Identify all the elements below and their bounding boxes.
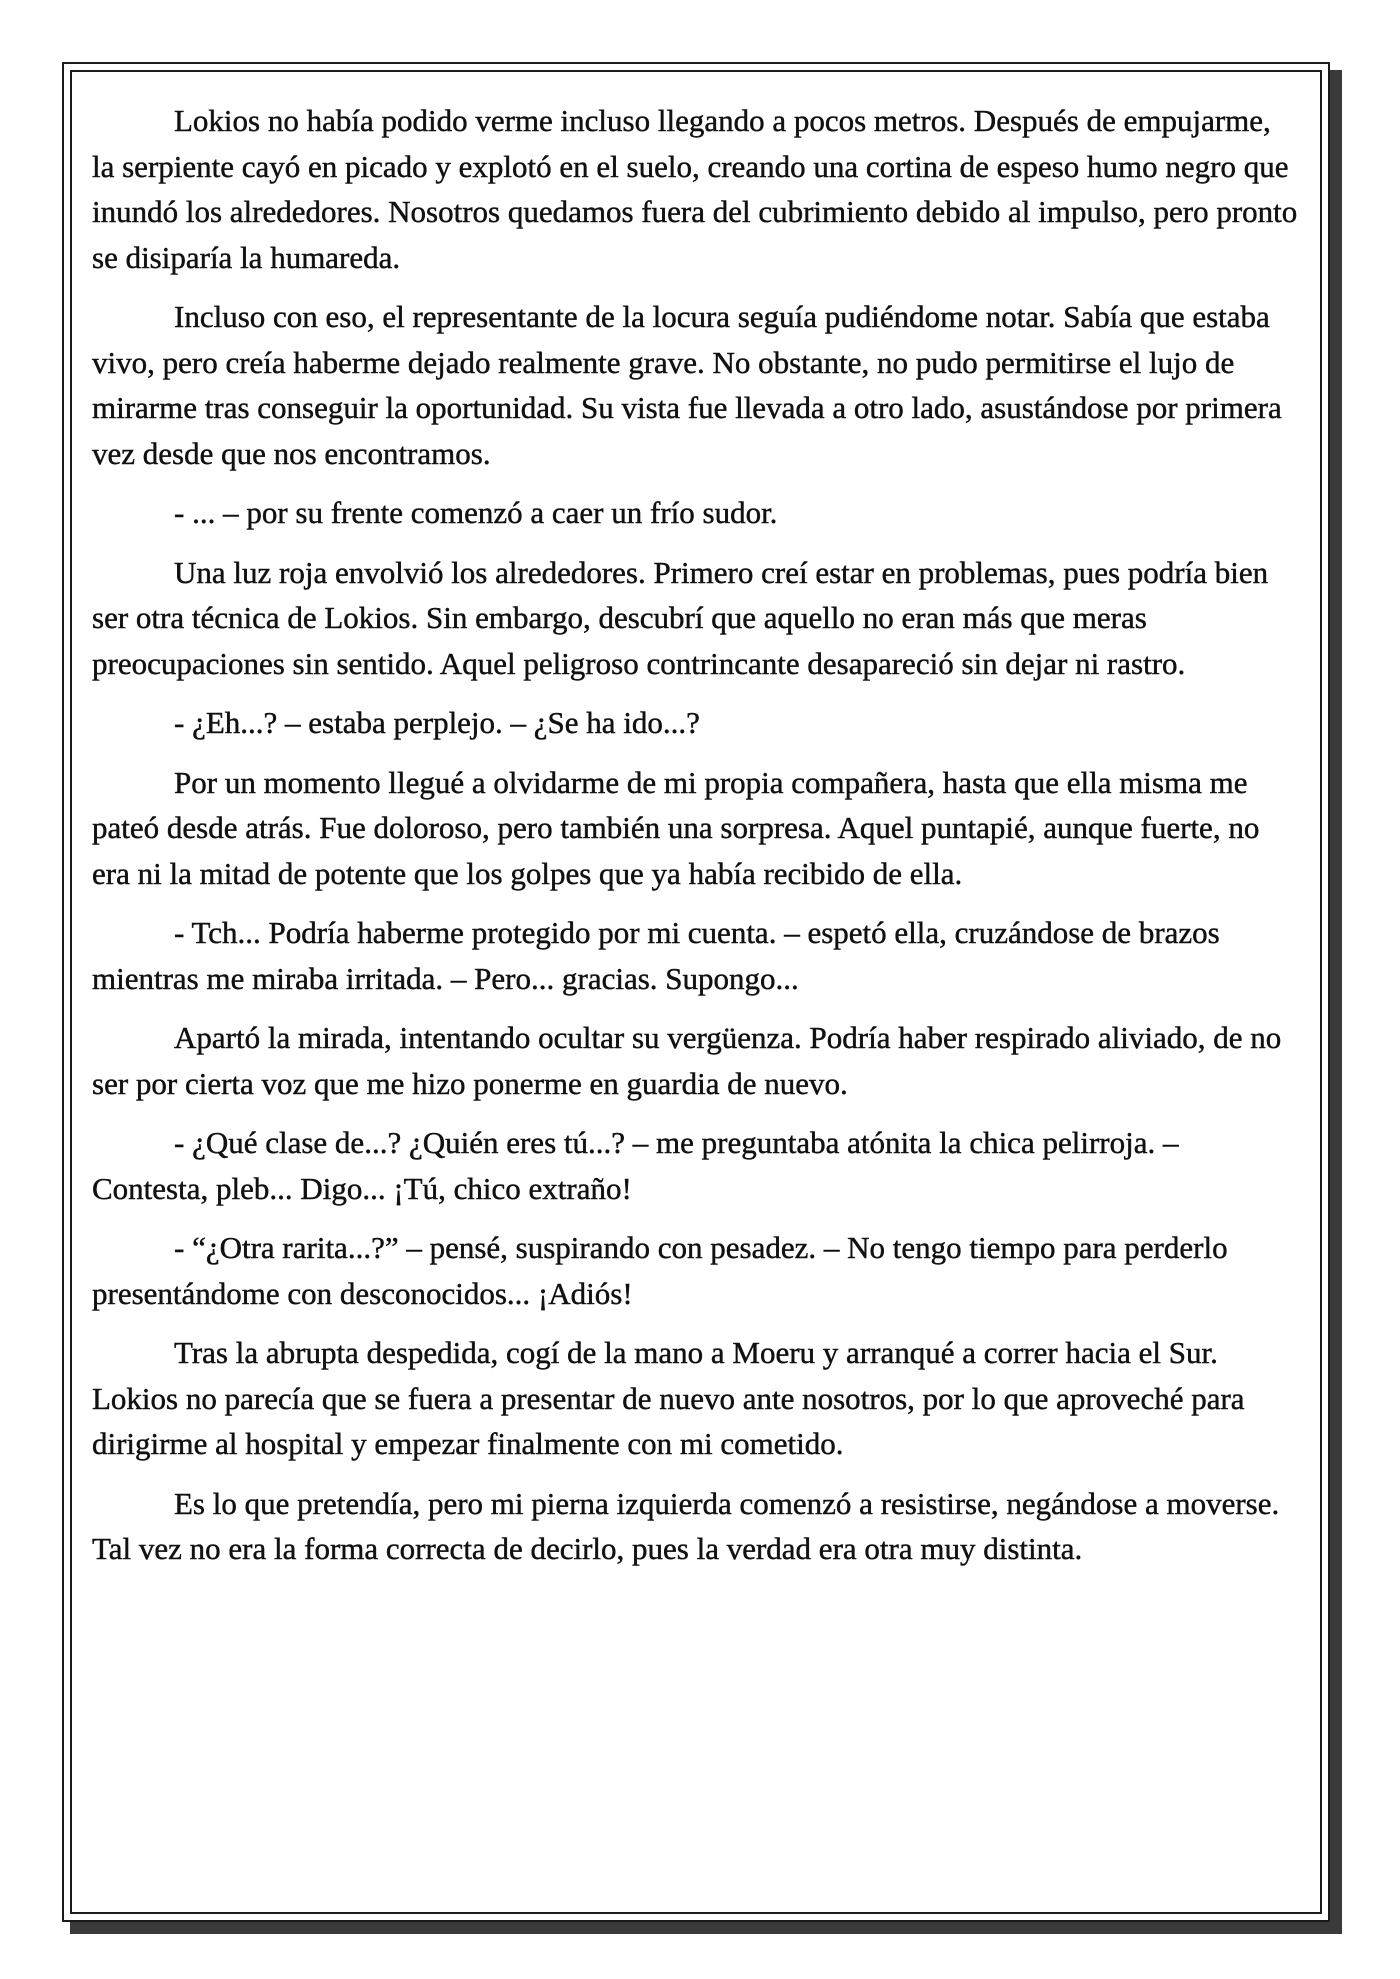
paragraph-3: - ... – por su frente comenzó a caer un frío sudor.: [174, 495, 778, 530]
paragraph-9: - ¿Qué clase de...? ¿Quién eres tú...? – me preguntaba atónita la chica pelirroja. – Contesta, pleb... Digo... ¡Tú, chico extraño!: [92, 1125, 1179, 1206]
paragraph-10: - “¿Otra rarita...?” – pensé, suspirando con pesadez. – No tengo tiempo para perderlo presentándome con desconocidos... ¡Adiós!: [92, 1230, 1228, 1311]
paragraph-7: - Tch... Podría haberme protegido por mi cuenta. – espetó ella, cruzándose de brazos mientras me miraba irritada. – Pero... gracias. Supongo...: [92, 915, 1220, 996]
paragraph-8: Apartó la mirada, intentando ocultar su vergüenza. Podría haber respirado aliviado, de no ser por cierta voz que me hizo ponerme en guardia de nuevo.: [92, 1020, 1282, 1101]
paragraph-12: Es lo que pretendía, pero mi pierna izquierda comenzó a resistirse, negándose a moverse. Tal vez no era la forma correcta de decirlo, pues la verdad era otra muy distinta.: [92, 1485, 1280, 1566]
paragraph-11: Tras la abrupta despedida, cogí de la mano a Moeru y arranqué a correr hacia el Sur. Lokios no parecía que se fuera a presentar de nuevo ante nosotros, por lo que aproveché para dirigirme al hospital y empezar finalmente con mi cometido.: [92, 1335, 1245, 1461]
paragraph-2: Incluso con eso, el representante de la locura seguía pudiéndome notar. Sabía que estaba vivo, pero creía haberme dejado realmente grave. No obstante, no pudo permitirse el lujo de mirarme tras conseguir la oportunidad. Su vista fue llevada a otro lado, asustándose por primera vez desde que nos encontramos.: [92, 299, 1282, 471]
paragraph-4: Una luz roja envolvió los alrededores. Primero creí estar en problemas, pues podría bien ser otra técnica de Lokios. Sin embargo, descubrí que aquello no eran más que meras preocupaciones sin sentido. Aquel peligroso contrincante desapareció sin dejar ni rastro.: [92, 554, 1269, 681]
paragraph-1: Lokios no había podido verme incluso llegando a pocos metros. Después de empujarme, la serpiente cayó en picado y explotó en el suelo, creando una cortina de espeso humo negro que inundó los alrededores. Nosotros quedamos fuera del cubrimiento debido al impulso, pero pronto se disiparía la humareda.: [92, 103, 1298, 275]
page-frame: [62, 62, 1330, 1922]
paragraph-5: - ¿Eh...? – estaba perplejo. – ¿Se ha ido...?: [174, 705, 700, 740]
page-inner-border: [70, 70, 1322, 1914]
document-body: [92, 98, 1300, 1586]
paragraph-6: Por un momento llegué a olvidarme de mi propia compañera, hasta que ella misma me pateó desde atrás. Fue doloroso, pero también una sorpresa. Aquel puntapié, aunque fuerte, no era ni la mitad de potente que los golpes que ya había recibido de ella.: [92, 764, 1260, 891]
